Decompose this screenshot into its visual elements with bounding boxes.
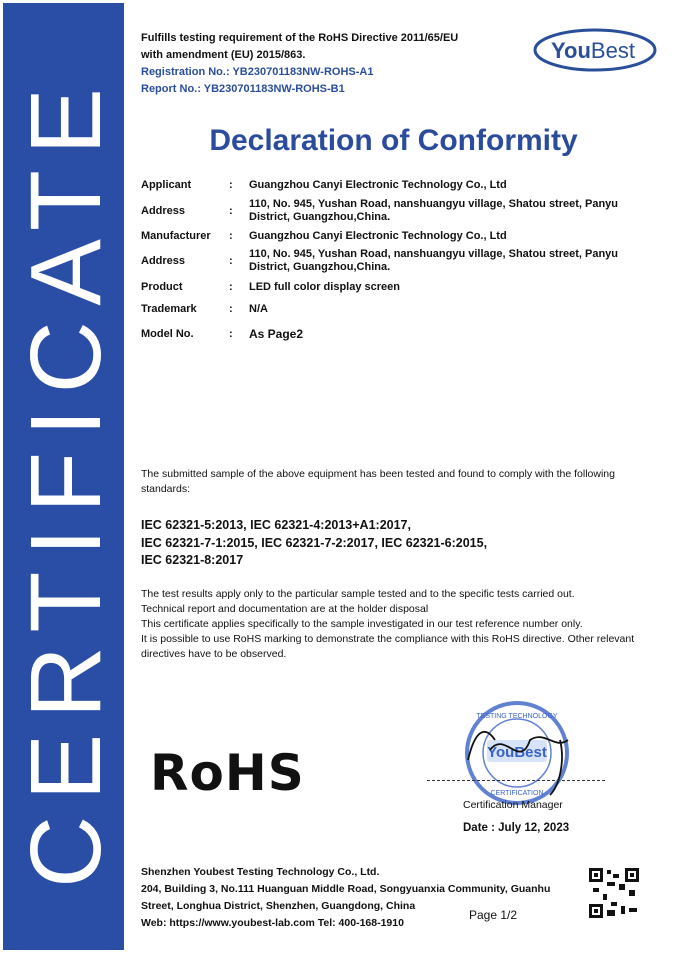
rohs-mark: RoHS [150,744,305,802]
svg-text:TESTING TECHNOLOGY: TESTING TECHNOLOGY [476,713,558,720]
amendment-line: with amendment (EU) 2015/863. [141,49,306,61]
registration-number: Registration No.: YB230701183NW-ROHS-A1 [141,66,374,78]
qr-code-icon [589,868,639,918]
standards-list: IEC 62321-5:2013, IEC 62321-4:2013+A1:2017, IEC 62321-7-1:2015, IEC 62321-7-2:2017, IEC 62321-6:2015, IEC 62321-8:2017 [141,518,488,567]
intro-text: The submitted sample of the above equipment has been tested and found to comply with the following standards: [141,468,615,495]
notes: The test results apply only to the particular sample tested and to the specific tests carried out. Technical report and documentation are at the holder disposal This certificate applies specifically to the sample investigated in our test reference number only. It is possible to use RoHS marking to demonstrate the compliance with this RoHS directive. Other relevant directives have to be observed. [141,588,635,660]
page-number: Page 1/2 [469,908,518,922]
directive-line: Fulfills testing requirement of the RoHS Directive 2011/65/EU [141,32,459,44]
page-title: Declaration of Conformity [209,124,578,157]
issue-date: Date : July 12, 2023 [463,822,570,834]
certificate-sidebar [3,3,124,950]
footer: Shenzhen Youbest Testing Technology Co., Ltd. 204, Building 3, No.111 Huanguan Middle Road, Songyuanxia Community, Guanhu Street, Longhua District, Shenzhen, Guangdong, China Web: https://www.youbest-lab.com Tel: 400-168-1910 [141,866,551,929]
field-applicant: Applicant : Guangzhou Canyi Electronic Technology Co., Ltd [141,178,507,191]
certificate-vertical-word [3,3,124,950]
field-manufacturer: Manufacturer : Guangzhou Canyi Electronic Technology Co., Ltd [141,229,507,242]
field-product: Product : LED full color display screen [141,280,400,293]
youbest-logo [533,28,657,72]
field-address: Address : 110, No. 945, Yushan Road, nanshuangyu village, Shatou street, Panyu District, Guangzhou,China. [141,248,619,273]
field-address: Address : 110, No. 945, Yushan Road, nanshuangyu village, Shatou street, Panyu District, Guangzhou,China. [141,198,619,223]
header [141,30,458,98]
svg-text:YouBest: YouBest [551,38,635,63]
field-trademark: Trademark : N/A [141,302,268,315]
field-model: Model No. : As Page2 [141,326,304,341]
svg-text:CERTIFICATION: CERTIFICATION [490,790,544,797]
report-number: Report No.: YB230701183NW-ROHS-B1 [141,83,345,95]
svg-text:YouBest: YouBest [487,744,547,761]
details-table [141,175,641,347]
company-stamp [460,700,575,810]
svg-text:CERTIFICATE: CERTIFICATE [10,88,122,888]
signature-line [427,780,605,781]
signatory-role: Certification Manager [463,799,563,811]
